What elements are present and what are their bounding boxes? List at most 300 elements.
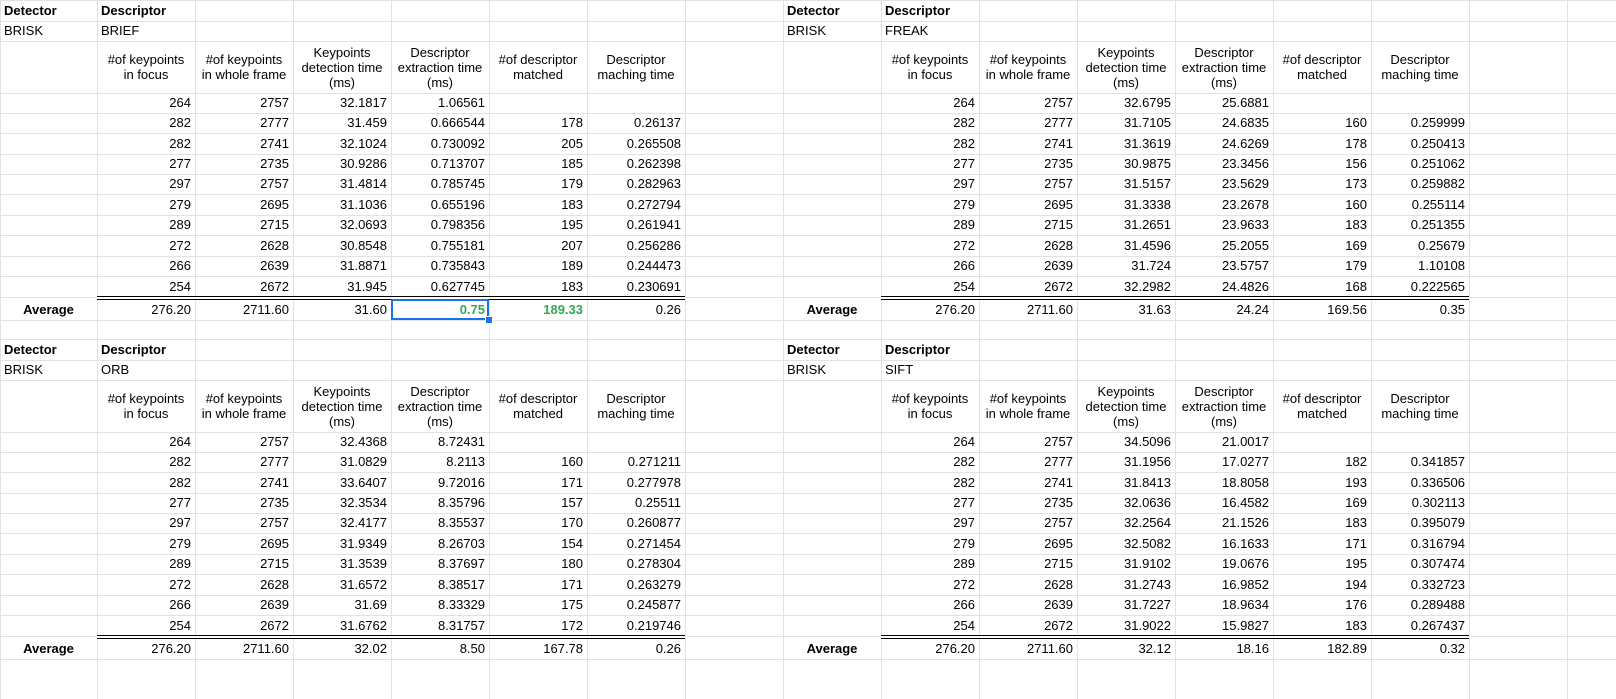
column-header[interactable]: #of keypoints in focus [891, 391, 969, 421]
table-cell[interactable]: 21.1526 [1222, 515, 1269, 530]
table-cell[interactable]: 31.4814 [340, 176, 387, 191]
table-cell[interactable]: 157 [561, 495, 583, 510]
table-cell[interactable]: 0.735843 [430, 258, 485, 273]
table-cell[interactable]: 189 [561, 258, 583, 273]
table-cell[interactable]: 23.5629 [1222, 176, 1269, 191]
average-cell[interactable]: 169.56 [1327, 302, 1367, 317]
table-cell[interactable]: 2715 [1044, 556, 1073, 571]
table-cell[interactable]: 195 [1345, 556, 1367, 571]
table-cell[interactable]: 2741 [260, 475, 289, 490]
table-cell[interactable]: 0.282963 [626, 176, 681, 191]
average-cell[interactable]: 32.12 [1138, 641, 1171, 656]
descriptor-name[interactable]: SIFT [885, 362, 914, 377]
table-cell[interactable]: 0.289488 [1410, 597, 1465, 612]
table-cell[interactable]: 9.72016 [438, 475, 485, 490]
table-cell[interactable] [489, 432, 587, 452]
table-cell[interactable]: 156 [1345, 156, 1367, 171]
average-cell[interactable]: 167.78 [543, 641, 583, 656]
table-cell[interactable]: 31.5157 [1124, 176, 1171, 191]
table-cell[interactable]: 173 [1345, 176, 1367, 191]
detector-name[interactable]: BRISK [787, 362, 827, 377]
table-cell[interactable]: 2639 [260, 597, 289, 612]
table-cell[interactable]: 2735 [260, 495, 289, 510]
table-cell[interactable]: 272 [953, 238, 975, 253]
table-cell[interactable]: 31.9022 [1124, 618, 1171, 633]
table-cell[interactable]: 31.0829 [340, 454, 387, 469]
table-cell[interactable]: 2741 [1044, 136, 1073, 151]
table-cell[interactable]: 266 [953, 597, 975, 612]
column-header[interactable]: #of keypoints in focus [107, 391, 185, 421]
table-cell[interactable]: 2757 [260, 95, 289, 110]
average-cell[interactable]: 276.20 [935, 641, 975, 656]
detector-header[interactable]: Detector [787, 3, 840, 18]
table-cell[interactable]: 297 [169, 176, 191, 191]
table-cell[interactable]: 180 [561, 556, 583, 571]
table-cell[interactable]: 2741 [260, 136, 289, 151]
table-cell[interactable]: 0.271454 [626, 536, 681, 551]
table-cell[interactable]: 0.713707 [430, 156, 485, 171]
column-header[interactable]: Keypoints detection time (ms) [1085, 44, 1167, 90]
detector-header[interactable]: Detector [4, 342, 57, 357]
table-cell[interactable]: 32.5082 [1124, 536, 1171, 551]
average-cell[interactable]: 31.60 [354, 302, 387, 317]
table-cell[interactable]: 24.6835 [1222, 115, 1269, 130]
table-cell[interactable]: 0.666544 [430, 115, 485, 130]
table-cell[interactable]: 172 [561, 618, 583, 633]
table-cell[interactable]: 31.2651 [1124, 217, 1171, 232]
table-cell[interactable] [1371, 432, 1469, 452]
table-cell[interactable]: 297 [953, 176, 975, 191]
average-cell[interactable]: 0.32 [1439, 641, 1465, 656]
table-cell[interactable]: 185 [561, 156, 583, 171]
table-cell[interactable]: 266 [953, 258, 975, 273]
table-cell[interactable]: 0.245877 [626, 597, 681, 612]
table-cell[interactable]: 0.263279 [626, 577, 681, 592]
average-cell[interactable]: 189.33 [543, 302, 583, 317]
table-cell[interactable]: 16.9852 [1222, 577, 1269, 592]
average-cell[interactable]: 2711.60 [1026, 302, 1073, 317]
table-cell[interactable]: 16.4582 [1222, 495, 1269, 510]
table-cell[interactable]: 25.2055 [1222, 238, 1269, 253]
table-cell[interactable]: 2628 [260, 577, 289, 592]
table-cell[interactable]: 277 [169, 495, 191, 510]
table-cell[interactable]: 282 [953, 475, 975, 490]
table-cell[interactable]: 183 [561, 197, 583, 212]
table-cell[interactable]: 0.259999 [1410, 115, 1465, 130]
table-cell[interactable]: 8.33329 [438, 597, 485, 612]
table-cell[interactable]: 23.9633 [1222, 217, 1269, 232]
table-cell[interactable]: 169 [1345, 238, 1367, 253]
column-header[interactable]: #of keypoints in whole frame [985, 52, 1071, 82]
table-cell[interactable]: 34.5096 [1124, 434, 1171, 449]
column-header[interactable]: Descriptor extraction time (ms) [397, 44, 483, 90]
table-cell[interactable]: 160 [1345, 197, 1367, 212]
table-cell[interactable]: 0.278304 [626, 556, 681, 571]
table-cell[interactable]: 2735 [1044, 495, 1073, 510]
table-cell[interactable]: 31.945 [347, 279, 387, 294]
table-cell[interactable]: 0.255114 [1411, 197, 1465, 212]
table-cell[interactable]: 193 [1345, 475, 1367, 490]
table-cell[interactable]: 32.0636 [1124, 495, 1171, 510]
table-cell[interactable]: 2628 [1044, 577, 1073, 592]
table-cell[interactable]: 277 [953, 156, 975, 171]
table-cell[interactable]: 183 [1345, 618, 1367, 633]
table-cell[interactable]: 277 [169, 156, 191, 171]
table-cell[interactable]: 0.307474 [1410, 556, 1465, 571]
table-cell[interactable]: 2715 [260, 556, 289, 571]
table-cell[interactable]: 297 [953, 515, 975, 530]
table-cell[interactable]: 171 [1345, 536, 1367, 551]
table-cell[interactable]: 178 [561, 115, 583, 130]
column-header[interactable]: #of descriptor matched [498, 391, 578, 421]
descriptor-header[interactable]: Descriptor [101, 342, 167, 357]
table-cell[interactable]: 32.1024 [340, 136, 387, 151]
table-cell[interactable]: 154 [561, 536, 583, 551]
table-cell[interactable]: 297 [169, 515, 191, 530]
table-cell[interactable]: 0.277978 [626, 475, 681, 490]
table-cell[interactable]: 2757 [1044, 434, 1073, 449]
table-cell[interactable]: 264 [953, 95, 975, 110]
table-cell[interactable]: 0.256286 [626, 238, 681, 253]
table-cell[interactable]: 21.0017 [1222, 434, 1269, 449]
column-header[interactable]: Descriptor maching time [1381, 52, 1459, 82]
table-cell[interactable]: 0.655196 [430, 197, 485, 212]
table-cell[interactable]: 23.5757 [1222, 258, 1269, 273]
table-cell[interactable]: 31.6762 [340, 618, 387, 633]
table-cell[interactable] [489, 93, 587, 113]
table-cell[interactable]: 8.2113 [446, 454, 485, 469]
column-header[interactable]: Descriptor maching time [597, 52, 675, 82]
table-cell[interactable]: 2672 [1044, 618, 1073, 633]
table-cell[interactable]: 32.3534 [340, 495, 387, 510]
table-cell[interactable]: 8.35537 [438, 515, 485, 530]
column-header[interactable]: Descriptor extraction time (ms) [397, 383, 483, 429]
table-cell[interactable]: 272 [169, 238, 191, 253]
table-cell[interactable]: 279 [953, 197, 975, 212]
table-cell[interactable]: 8.37697 [438, 556, 485, 571]
table-cell[interactable]: 24.6269 [1222, 136, 1269, 151]
average-label[interactable]: Average [23, 302, 74, 317]
table-cell[interactable]: 282 [169, 475, 191, 490]
detector-name[interactable]: BRISK [4, 362, 44, 377]
column-header[interactable]: Descriptor maching time [597, 391, 675, 421]
table-cell[interactable]: 31.4596 [1124, 238, 1171, 253]
average-cell[interactable]: 31.63 [1138, 302, 1171, 317]
table-cell[interactable]: 183 [1345, 217, 1367, 232]
table-cell[interactable]: 8.31757 [438, 618, 485, 633]
table-cell[interactable]: 24.4826 [1222, 279, 1269, 294]
column-header[interactable]: Descriptor extraction time (ms) [1181, 44, 1267, 90]
table-cell[interactable]: 0.332723 [1410, 577, 1465, 592]
table-cell[interactable]: 0.25511 [634, 495, 681, 510]
table-cell[interactable] [1273, 432, 1371, 452]
table-cell[interactable]: 175 [561, 597, 583, 612]
table-cell[interactable]: 0.730092 [430, 136, 485, 151]
table-cell[interactable]: 169 [1345, 495, 1367, 510]
table-cell[interactable] [587, 93, 685, 113]
table-cell[interactable]: 2672 [260, 618, 289, 633]
column-header[interactable]: #of descriptor matched [498, 52, 578, 82]
column-header[interactable]: #of keypoints in whole frame [201, 52, 287, 82]
average-cell[interactable]: 18.16 [1236, 641, 1269, 656]
table-cell[interactable]: 0.230691 [626, 279, 681, 294]
average-cell[interactable]: 0.35 [1439, 302, 1465, 317]
average-cell[interactable]: 2711.60 [242, 641, 289, 656]
table-cell[interactable]: 31.69 [354, 597, 387, 612]
descriptor-header[interactable]: Descriptor [885, 342, 951, 357]
table-cell[interactable]: 2672 [260, 279, 289, 294]
table-cell[interactable]: 2735 [1044, 156, 1073, 171]
column-header[interactable]: Keypoints detection time (ms) [1085, 383, 1167, 429]
table-cell[interactable]: 2695 [1044, 536, 1073, 551]
table-cell[interactable]: 279 [169, 536, 191, 551]
table-cell[interactable]: 2757 [260, 176, 289, 191]
column-header[interactable]: #of descriptor matched [1282, 391, 1362, 421]
table-cell[interactable]: 2757 [1044, 176, 1073, 191]
table-cell[interactable]: 32.4368 [340, 434, 387, 449]
table-cell[interactable]: 282 [953, 136, 975, 151]
table-cell[interactable]: 160 [1345, 115, 1367, 130]
table-cell[interactable]: 0.755181 [430, 238, 485, 253]
column-header[interactable]: #of keypoints in whole frame [985, 391, 1071, 421]
average-cell[interactable]: 32.02 [354, 641, 387, 656]
table-cell[interactable]: 0.262398 [626, 156, 681, 171]
table-cell[interactable]: 266 [169, 258, 191, 273]
table-cell[interactable]: 289 [169, 556, 191, 571]
table-cell[interactable]: 2639 [1044, 258, 1073, 273]
table-cell[interactable]: 0.395079 [1410, 515, 1465, 530]
table-cell[interactable]: 30.8548 [340, 238, 387, 253]
table-cell[interactable]: 2777 [260, 115, 289, 130]
table-cell[interactable]: 16.1633 [1222, 536, 1269, 551]
table-cell[interactable]: 31.8413 [1124, 475, 1171, 490]
table-cell[interactable]: 2715 [260, 217, 289, 232]
table-cell[interactable]: 0.272794 [626, 197, 681, 212]
table-cell[interactable]: 0.250413 [1410, 136, 1465, 151]
table-cell[interactable]: 2695 [260, 197, 289, 212]
table-cell[interactable]: 0.302113 [1411, 495, 1465, 510]
table-cell[interactable]: 277 [953, 495, 975, 510]
table-cell[interactable]: 2715 [1044, 217, 1073, 232]
descriptor-header[interactable]: Descriptor [101, 3, 167, 18]
table-cell[interactable]: 31.3619 [1124, 136, 1171, 151]
detector-name[interactable]: BRISK [4, 23, 44, 38]
table-cell[interactable]: 2639 [1044, 597, 1073, 612]
table-cell[interactable]: 289 [953, 556, 975, 571]
table-cell[interactable]: 176 [1345, 597, 1367, 612]
table-cell[interactable]: 264 [953, 434, 975, 449]
table-cell[interactable]: 31.9349 [340, 536, 387, 551]
table-cell[interactable]: 0.259882 [1410, 176, 1465, 191]
table-cell[interactable]: 0.244473 [626, 258, 681, 273]
detector-name[interactable]: BRISK [787, 23, 827, 38]
table-cell[interactable]: 31.7105 [1124, 115, 1171, 130]
table-cell[interactable]: 0.267437 [1410, 618, 1465, 633]
table-cell[interactable]: 31.1036 [340, 197, 387, 212]
table-cell[interactable]: 0.627745 [430, 279, 485, 294]
table-cell[interactable]: 0.222565 [1410, 279, 1465, 294]
table-cell[interactable]: 2777 [260, 454, 289, 469]
table-cell[interactable]: 31.724 [1131, 258, 1171, 273]
table-cell[interactable]: 0.25679 [1418, 238, 1465, 253]
table-cell[interactable]: 282 [169, 115, 191, 130]
table-cell[interactable]: 195 [561, 217, 583, 232]
table-cell[interactable]: 32.6795 [1124, 95, 1171, 110]
table-cell[interactable]: 254 [953, 279, 975, 294]
table-cell[interactable]: 8.26703 [438, 536, 485, 551]
table-cell[interactable]: 205 [561, 136, 583, 151]
table-cell[interactable] [587, 432, 685, 452]
table-cell[interactable]: 0.265508 [626, 136, 681, 151]
table-cell[interactable]: 19.0676 [1222, 556, 1269, 571]
table-cell[interactable]: 0.798356 [430, 217, 485, 232]
table-cell[interactable]: 272 [953, 577, 975, 592]
table-cell[interactable]: 289 [953, 217, 975, 232]
table-cell[interactable]: 272 [169, 577, 191, 592]
table-cell[interactable]: 2639 [260, 258, 289, 273]
table-cell[interactable]: 25.6881 [1222, 95, 1269, 110]
table-cell[interactable]: 31.9102 [1124, 556, 1171, 571]
column-header[interactable]: #of keypoints in focus [891, 52, 969, 82]
table-cell[interactable]: 2757 [1044, 95, 1073, 110]
table-cell[interactable]: 23.3456 [1222, 156, 1269, 171]
table-cell[interactable]: 254 [169, 618, 191, 633]
table-cell[interactable]: 8.38517 [438, 577, 485, 592]
table-cell[interactable]: 30.9875 [1124, 156, 1171, 171]
table-cell[interactable]: 264 [169, 95, 191, 110]
table-cell[interactable]: 31.8871 [340, 258, 387, 273]
table-cell[interactable]: 0.785745 [430, 176, 485, 191]
average-label[interactable]: Average [806, 302, 858, 317]
average-cell[interactable]: 2711.60 [242, 302, 289, 317]
table-cell[interactable]: 31.3539 [340, 556, 387, 571]
table-cell[interactable]: 266 [169, 597, 191, 612]
table-cell[interactable]: 2695 [1044, 197, 1073, 212]
column-header[interactable]: #of descriptor matched [1282, 52, 1362, 82]
table-cell[interactable]: 279 [953, 536, 975, 551]
table-cell[interactable]: 18.8058 [1222, 475, 1269, 490]
table-cell[interactable]: 23.2678 [1222, 197, 1269, 212]
average-cell[interactable]: 8.50 [459, 641, 485, 656]
average-cell[interactable]: 0.26 [655, 641, 681, 656]
table-cell[interactable]: 30.9286 [340, 156, 387, 171]
table-cell[interactable]: 8.72431 [438, 434, 485, 449]
table-cell[interactable]: 0.26137 [634, 115, 681, 130]
table-cell[interactable]: 254 [169, 279, 191, 294]
descriptor-name[interactable]: BRIEF [101, 23, 140, 38]
table-cell[interactable]: 2735 [260, 156, 289, 171]
average-cell[interactable]: 24.24 [1236, 302, 1269, 317]
table-cell[interactable]: 171 [561, 577, 583, 592]
column-header[interactable]: Keypoints detection time (ms) [301, 44, 383, 90]
table-cell[interactable]: 8.35796 [438, 495, 485, 510]
table-cell[interactable]: 282 [953, 454, 975, 469]
selected-cell[interactable]: 0.75 [391, 299, 489, 320]
table-cell[interactable]: 182 [1345, 454, 1367, 469]
table-cell[interactable]: 194 [1345, 577, 1367, 592]
table-cell[interactable]: 282 [953, 115, 975, 130]
table-cell[interactable]: 32.2982 [1124, 279, 1171, 294]
table-cell[interactable]: 0.271211 [627, 454, 681, 469]
table-cell[interactable]: 0.316794 [1410, 536, 1465, 551]
column-header[interactable]: #of keypoints in focus [107, 52, 185, 82]
table-cell[interactable]: 282 [169, 136, 191, 151]
detector-header[interactable]: Detector [787, 342, 840, 357]
column-header[interactable]: #of keypoints in whole frame [201, 391, 287, 421]
table-cell[interactable]: 2628 [260, 238, 289, 253]
table-cell[interactable]: 32.4177 [340, 515, 387, 530]
table-cell[interactable]: 0.261941 [626, 217, 681, 232]
table-cell[interactable]: 279 [169, 197, 191, 212]
average-cell[interactable]: 276.20 [151, 641, 191, 656]
table-cell[interactable]: 160 [561, 454, 583, 469]
table-cell[interactable] [1371, 93, 1469, 113]
table-cell[interactable]: 15.9827 [1222, 618, 1269, 633]
table-cell[interactable]: 207 [561, 238, 583, 253]
average-cell[interactable]: 182.89 [1327, 641, 1367, 656]
descriptor-name[interactable]: FREAK [885, 23, 929, 38]
average-label[interactable]: Average [806, 641, 858, 656]
table-cell[interactable]: 179 [561, 176, 583, 191]
table-cell[interactable]: 254 [953, 618, 975, 633]
table-cell[interactable]: 179 [1345, 258, 1367, 273]
table-cell[interactable]: 2695 [260, 536, 289, 551]
table-cell[interactable]: 2757 [1044, 515, 1073, 530]
table-cell[interactable]: 2628 [1044, 238, 1073, 253]
table-cell[interactable]: 31.1956 [1124, 454, 1171, 469]
average-cell[interactable]: 276.20 [935, 302, 975, 317]
table-cell[interactable]: 1.06561 [438, 95, 485, 110]
table-cell[interactable]: 170 [561, 515, 583, 530]
average-label[interactable]: Average [23, 641, 74, 656]
descriptor-header[interactable]: Descriptor [885, 3, 951, 18]
table-cell[interactable]: 264 [169, 434, 191, 449]
table-cell[interactable]: 32.0693 [340, 217, 387, 232]
table-cell[interactable]: 31.6572 [340, 577, 387, 592]
table-cell[interactable]: 2757 [260, 515, 289, 530]
table-cell[interactable]: 282 [169, 454, 191, 469]
table-cell[interactable]: 183 [561, 279, 583, 294]
table-cell[interactable]: 0.336506 [1410, 475, 1465, 490]
table-cell[interactable]: 31.459 [347, 115, 387, 130]
table-cell[interactable]: 2672 [1044, 279, 1073, 294]
table-cell[interactable] [1273, 93, 1371, 113]
average-cell[interactable]: 276.20 [151, 302, 191, 317]
average-cell[interactable]: 2711.60 [1026, 641, 1073, 656]
column-header[interactable]: Descriptor maching time [1381, 391, 1459, 421]
table-cell[interactable]: 0.219746 [626, 618, 681, 633]
table-cell[interactable]: 1.10108 [1418, 258, 1465, 273]
table-cell[interactable]: 289 [169, 217, 191, 232]
table-cell[interactable]: 168 [1345, 279, 1367, 294]
table-cell[interactable]: 2757 [260, 434, 289, 449]
column-header[interactable]: Descriptor extraction time (ms) [1181, 383, 1267, 429]
table-cell[interactable]: 32.2564 [1124, 515, 1171, 530]
average-cell[interactable]: 0.26 [655, 302, 681, 317]
table-cell[interactable]: 2777 [1044, 115, 1073, 130]
table-cell[interactable]: 2777 [1044, 454, 1073, 469]
table-cell[interactable]: 0.251355 [1410, 217, 1465, 232]
table-cell[interactable]: 31.7227 [1124, 597, 1171, 612]
descriptor-name[interactable]: ORB [101, 362, 130, 377]
column-header[interactable]: Keypoints detection time (ms) [301, 383, 383, 429]
table-cell[interactable]: 31.2743 [1124, 577, 1171, 592]
table-cell[interactable]: 0.251062 [1410, 156, 1465, 171]
table-cell[interactable]: 0.260877 [626, 515, 681, 530]
table-cell[interactable]: 171 [561, 475, 583, 490]
table-cell[interactable]: 18.9634 [1222, 597, 1269, 612]
table-cell[interactable]: 0.341857 [1410, 454, 1465, 469]
